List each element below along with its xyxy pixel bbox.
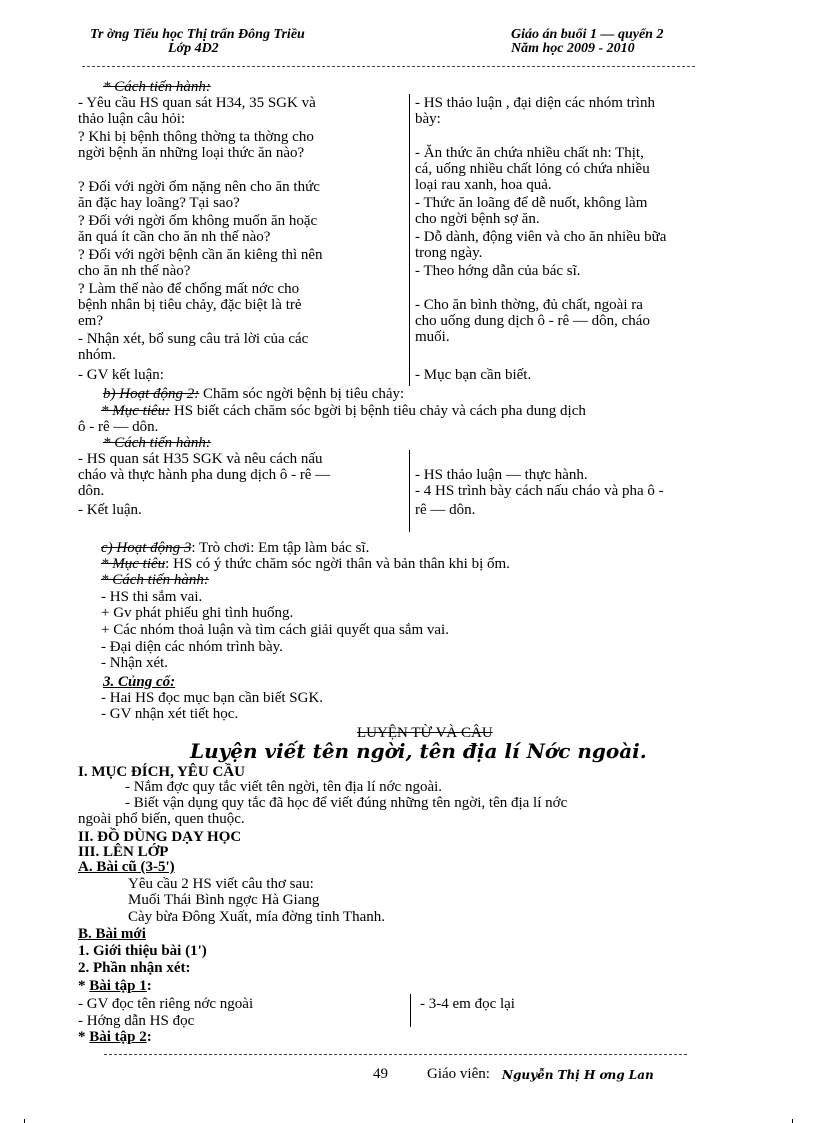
lesson2-goal-line-3: ngoài phổ biến, quen thuộc. (78, 811, 245, 827)
section1-teacher-line-5: ? Đối với ngời ốm nặng nên cho ăn thức (78, 179, 320, 195)
section1-student-line-10: - Theo hớng dẫn của bác sĩ. (415, 263, 581, 279)
exercise1-teacher-line-1: - GV đọc tên riêng nớc ngoài (78, 996, 254, 1012)
lesson2-old-line-3: Cày bừa Đông Xuất, mía đờng tỉnh Thanh. (128, 909, 385, 925)
section1-student-line-9: trong ngày. (415, 245, 483, 261)
activity3-step-line-2: + Gv phát phiếu ghi tình huống. (101, 605, 294, 621)
section1-student-line-14: - Mục bạn cần biết. (415, 367, 532, 383)
section1-student-line-4: cá, uống nhiều chất lỏng có chứa nhiều (415, 161, 650, 177)
footer-page-number: 49 (373, 1066, 388, 1082)
activity2-goal-label: * Mục tiêu: (101, 403, 171, 419)
header-doc-title: Giáo án buổi 1 — quyển 2 (511, 27, 664, 42)
section1-student-line-8: - Dỗ dành, động viên và cho ăn nhiều bữa (415, 229, 667, 245)
section1-student-line-11: - Cho ăn bình thờng, đủ chất, ngoài ra (415, 297, 643, 313)
lesson2-analysis: 2. Phần nhận xét: (78, 960, 191, 976)
activity2-student-line-1: - HS thảo luận — thực hành. (415, 467, 588, 483)
section1-student-line-1: - HS thảo luận , đại diện các nhóm trình (415, 95, 655, 111)
section1-student-line-7: cho ngời bệnh sợ ăn. (415, 211, 540, 227)
section1-teacher-line-9: ? Đối với ngời bệnh cần ăn kiêng thì nên (78, 247, 323, 263)
lesson2-goal-line-2: - Biết vận dụng quy tắc đã học để viết đúng những tên ngời, tên địa lí nớc (125, 795, 568, 811)
lesson2-section2: II. ĐỒ DÙNG DẠY HỌC (78, 829, 242, 845)
consolidation-line-2: - GV nhận xét tiết học. (101, 706, 239, 722)
lesson2-exercise2-heading: * Bài tập 2: (78, 1029, 152, 1045)
header-school: Tr ờng Tiểu học Thị trấn Đông Triều (90, 27, 305, 42)
section1-student-line-5: loại rau xanh, hoa quả. (415, 177, 552, 193)
activity3-step-line-3: + Các nhóm thoả luận và tìm cách giải quyết qua sắm vai. (101, 622, 449, 638)
activity2-column-divider (409, 450, 410, 532)
activity2-goal-line (101, 404, 586, 418)
activity3-step-line-4: - Đại diện các nhóm trình bày. (101, 639, 283, 655)
section1-teacher-line-7: ? Đối với ngời ốm không muốn ăn hoặc (78, 213, 318, 229)
lesson2-title: Luyện viết tên ngời, tên địa lí Nớc ngoài. (190, 739, 647, 763)
lesson2-exercise1-label: Bài tập 1 (89, 978, 147, 994)
exercise1-teacher-line-2: - Hớng dẫn HS đọc (78, 1013, 195, 1029)
lesson2-section3: III. LÊN LỚP (78, 844, 169, 860)
section1-teacher-line-4: ngời bệnh ăn những loại thức ăn nào? (78, 145, 305, 161)
activity2-teacher-line-4: - Kết luận. (78, 502, 142, 518)
activity3-steps-heading: * Cách tiến hành: (101, 572, 209, 588)
section1-teacher-line-11: ? Làm thế nào để chống mất nớc cho (78, 281, 300, 297)
lesson2-section1: I. MỤC ĐÍCH, YÊU CẦU (78, 764, 245, 780)
footer-divider (104, 1054, 687, 1055)
section1-teacher-line-1: - Yêu cầu HS quan sát H34, 35 SGK và (78, 95, 316, 111)
section1-teacher-line-10: cho ăn nh thế nào? (78, 263, 191, 279)
section1-teacher-line-8: ăn quá ít cần cho ăn nh thế nào? (78, 229, 271, 245)
activity3-title: c) Hoạt động 3 (101, 540, 192, 556)
activity2-teacher-line-2: cháo và thực hành pha dung dịch ô - rê — (78, 467, 331, 483)
lesson2-goal-line-1: - Nắm đợc quy tắc viết tên ngời, tên địa lí nớc ngoài. (125, 779, 443, 795)
activity2-teacher-line-3: dôn. (78, 483, 105, 499)
section1-teacher-line-13: em? (78, 313, 103, 329)
header-school-year: Năm học 2009 - 2010 (511, 41, 635, 56)
activity2-student-line-3: rê — dôn. (415, 502, 476, 518)
section1-teacher-line-12: bệnh nhân bị tiêu chảy, đặc biệt là trẻ (78, 297, 302, 313)
consolidation-line-1: - Hai HS đọc mục bạn cần biết SGK. (101, 690, 324, 706)
section1-student-line-13: muối. (415, 329, 450, 345)
activity2-teacher-line-1: - HS quan sát H35 SGK và nêu cách nấu (78, 451, 323, 467)
activity3-step-line-5: - Nhận xét. (101, 655, 169, 671)
section1-teacher-line-16: - GV kết luận: (78, 367, 164, 383)
activity3-goal-line (101, 557, 510, 571)
lesson2-old-line-2: Muối Thái Bình ngợc Hà Giang (128, 892, 320, 908)
activity3-step-line-1: - HS thi sắm vai. (101, 589, 203, 605)
section1-student-line-12: cho uống dung dịch ô - rê — dôn, cháo (415, 313, 650, 329)
section1-student-line-2: bày: (415, 111, 441, 127)
section1-teacher-line-6: ăn đặc hay loãng? Tại sao? (78, 195, 240, 211)
lesson2-new-lesson: B. Bài mới (78, 926, 146, 942)
activity3-goal-label: * Mục tiêu (101, 556, 166, 572)
lesson2-exercise1-heading: * Bài tập 1: (78, 978, 152, 994)
lesson2-intro: 1. Giới thiệu bài (1') (78, 943, 207, 959)
exercise1-student-line: - 3-4 em đọc lại (420, 996, 515, 1012)
activity2-steps-heading: * Cách tiến hành: (103, 435, 211, 451)
activity2-student-line-2: - 4 HS trình bày cách nấu cháo và pha ô - (415, 483, 664, 499)
section1-student-line-3: - Ăn thức ăn chứa nhiều chất nh: Thịt, (415, 145, 644, 161)
consolidation-title: 3. Củng cố: (103, 674, 176, 690)
lesson2-old-line-1: Yêu cầu 2 HS viết câu thơ sau: (128, 876, 314, 892)
activity3-title-rest: : Trò chơi: Em tập làm bác sĩ. (191, 540, 370, 556)
activity2-title-rest: Chăm sóc ngời bệnh bị tiêu chảy: (199, 386, 405, 402)
lesson2-old-lesson: A. Bài cũ (3-5') (78, 859, 175, 875)
exercise1-column-divider (410, 994, 411, 1027)
section1-teacher-line-2: thảo luận câu hỏi: (78, 111, 186, 127)
header-class: Lớp 4D2 (168, 41, 219, 56)
activity2-goal-text: HS biết cách chăm sóc bgời bị bệnh tiêu chảy và cách pha dung dịch (170, 403, 586, 419)
activity3-goal-text: : HS có ý thức chăm sóc ngời thân và bản thân khi bị ốm. (165, 556, 510, 572)
activity3-title-line (101, 541, 369, 555)
footer-teacher-name: Nguyễn Thị H ơng Lan (502, 1068, 654, 1082)
lesson2-exercise2-label: Bài tập 2 (89, 1029, 147, 1045)
corner-mark-left (24, 1119, 25, 1123)
activity2-title: b) Hoạt động 2: (103, 386, 200, 402)
section1-heading: * Cách tiến hành: (103, 79, 211, 95)
activity2-goal-text2: ô - rê — dôn. (78, 419, 159, 435)
corner-mark-right (792, 1119, 793, 1123)
header-divider (82, 66, 695, 67)
section1-column-divider (409, 94, 410, 386)
activity2-title-line (103, 387, 404, 401)
section1-teacher-line-3: ? Khi bị bệnh thông thờng ta thờng cho (78, 129, 314, 145)
footer-teacher-label: Giáo viên: (427, 1066, 490, 1082)
lesson2-subject: LUYỆN TỪ VÀ CÂU (357, 725, 493, 741)
section1-teacher-line-14: - Nhận xét, bổ sung câu trả lời của các (78, 331, 309, 347)
section1-student-line-6: - Thức ăn loãng để dễ nuốt, không làm (415, 195, 648, 211)
section1-teacher-line-15: nhóm. (78, 347, 116, 363)
